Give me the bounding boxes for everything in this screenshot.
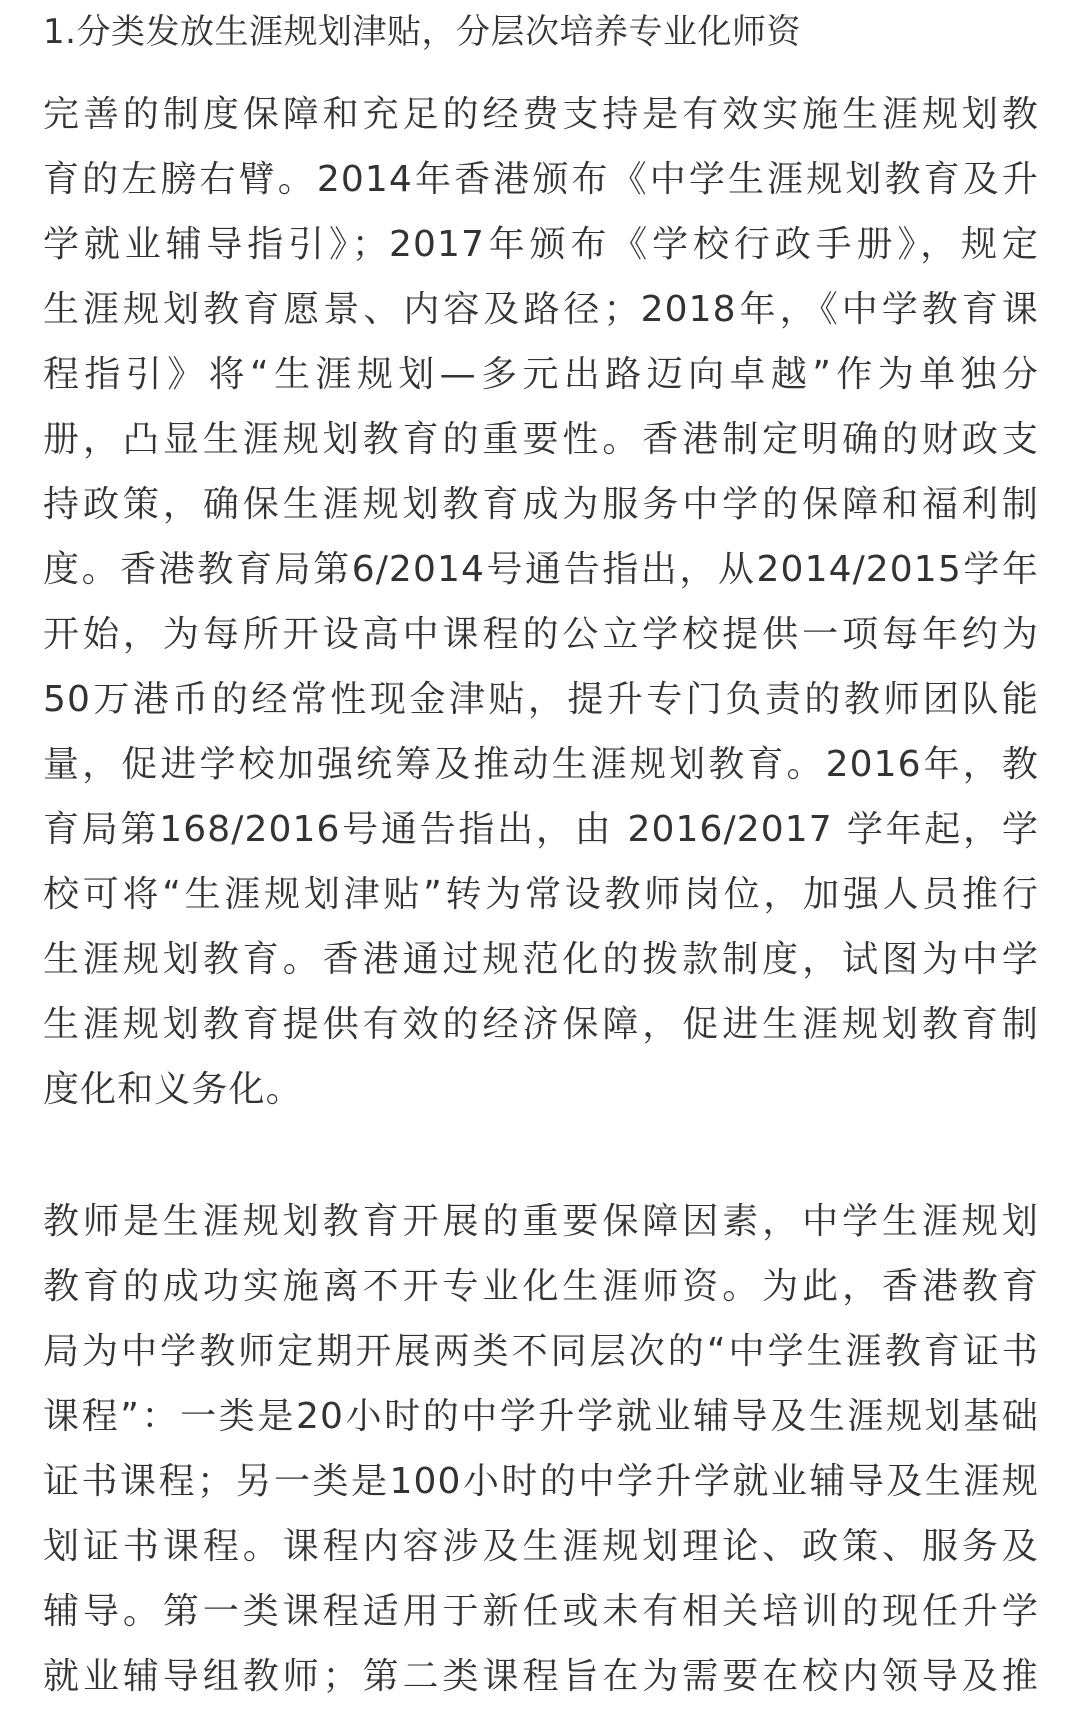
section-heading: 1.分类发放生涯规划津贴，分层次培养专业化师资: [43, 12, 801, 52]
text-line: 教育的成功实施离不开专业化生涯师资。为此，香港教育: [43, 1266, 1039, 1307]
text-line: 册，凸显生涯规划教育的重要性。香港制定明确的财政支: [43, 419, 1039, 460]
text-line: 度化和义务化。: [43, 1069, 303, 1110]
text-line: 课程”：一类是20小时的中学升学就业辅导及生涯规划基础: [43, 1396, 1039, 1437]
text-line: 证书课程；另一类是100小时的中学升学就业辅导及生涯规: [43, 1461, 1039, 1502]
text-line: 生涯规划教育。香港通过规范化的拨款制度，试图为中学: [43, 939, 1039, 980]
text-line: 完善的制度保障和充足的经费支持是有效实施生涯规划教: [43, 94, 1039, 135]
paragraph-teachers: [43, 1189, 1039, 1709]
text-line: 量，促进学校加强统筹及推动生涯规划教育。2016年，教: [43, 744, 1039, 785]
text-line: 辅导。第一类课程适用于新任或未有相关培训的现任升学: [43, 1591, 1039, 1632]
article-body: [43, 0, 1039, 1709]
text-line: 50万港币的经常性现金津贴，提升专门负责的教师团队能: [43, 679, 1039, 720]
text-line: 开始，为每所开设高中课程的公立学校提供一项每年约为: [43, 614, 1039, 655]
text-line: 局为中学教师定期开展两类不同层次的“中学生涯教育证书: [43, 1331, 1039, 1372]
text-line: 学就业辅导指引》；2017年颁布《学校行政手册》，规定: [43, 224, 1039, 265]
text-line: 划证书课程。课程内容涉及生涯规划理论、政策、服务及: [43, 1526, 1039, 1567]
text-line: 生涯规划教育提供有效的经济保障，促进生涯规划教育制: [43, 1004, 1039, 1045]
text-line: 程指引》将“生涯规划—多元出路迈向卓越”作为单独分: [43, 354, 1039, 395]
text-line: 持政策，确保生涯规划教育成为服务中学的保障和福利制: [43, 484, 1039, 525]
text-line: 生涯规划教育愿景、内容及路径；2018年，《中学教育课: [43, 289, 1039, 330]
paragraph-funding: [43, 82, 1039, 1122]
text-line: 校可将“生涯规划津贴”转为常设教师岗位，加强人员推行: [43, 874, 1039, 915]
text-line: 育的左膀右臂。2014年香港颁布《中学生涯规划教育及升: [43, 159, 1039, 200]
text-line: 度。香港教育局第6/2014号通告指出，从2014/2015学年: [43, 549, 1039, 590]
text-line: 育局第168/2016号通告指出，由 2016/2017 学年起，学: [43, 809, 1039, 850]
text-line: 教师是生涯规划教育开展的重要保障因素，中学生涯规划: [43, 1201, 1039, 1242]
text-line: 就业辅导组教师；第二类课程旨在为需要在校内领导及推: [43, 1656, 1039, 1697]
